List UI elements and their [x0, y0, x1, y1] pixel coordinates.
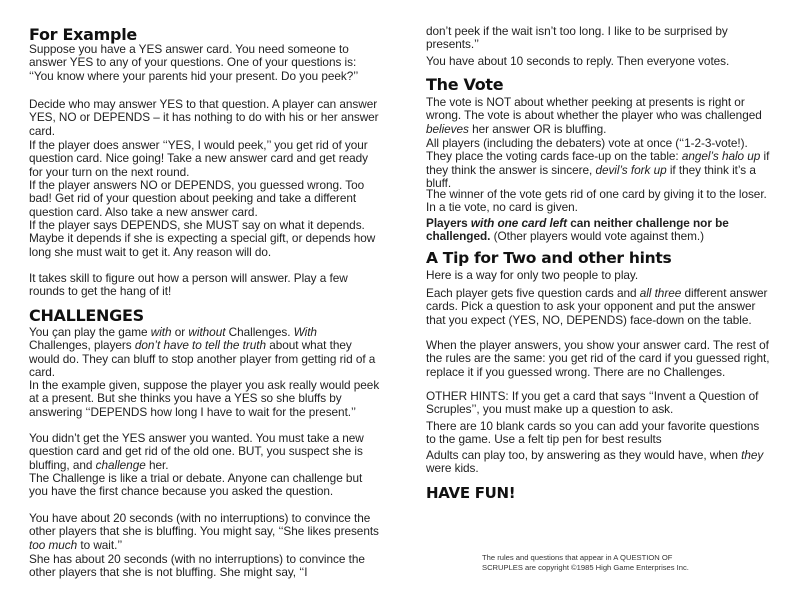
italic-run: believes [426, 121, 469, 136]
challenges-paragraph-2: In the example given, suppose the player you ask really would peek at a present. But she thinks you have a YES so she bluffs by answering ‘‘DEPENDS how long I have to wait for the present.’’ [29, 378, 380, 419]
tip-paragraph-3: When the player answers, you show your answer card. The rest of the rules are the same: you get rid of the card if you guessed right, replace it if you guessed wrong. There are no Challenges. [426, 338, 770, 379]
challenges-paragraph-3 [29, 432, 381, 472]
example-paragraph-5: If the player says DEPENDS, she MUST say on what it depends. Maybe it depends if she is expecting a special gift, or depends how long she must wait to get it. Any reason will do. [29, 218, 376, 259]
text-run: Adults can play too, by answering as they would have, when [426, 448, 742, 462]
text-run: or [171, 325, 189, 339]
text-run: her. [145, 457, 169, 472]
italic-run: too much [29, 537, 78, 552]
italic-run: don’t have to tell the truth [134, 338, 266, 353]
continued-paragraph-1: don’t peek if the wait isn’t too long. I like to be surprised by presents.’’ [426, 24, 728, 52]
text-run: The vote is NOT about whether peeking at presents is right or wrong. The vote is about whether the player who was challenged [426, 95, 762, 123]
heading-for-example: For Example [29, 25, 137, 44]
tip-paragraph-5: There are 10 blank cards so you can add your favorite questions to the game. Use a felt tip pen for best results [426, 419, 760, 447]
text-run: You didn’t get the YES answer you wanted. You must take a new question card and get rid of the old one. BUT, you suspect she is bluffing, and [29, 431, 364, 472]
text-run: were kids. [426, 461, 479, 476]
example-paragraph-2: Decide who may answer YES to that question. A player can answer YES, NO or DEPENDS – it has nothing to do with his or her answer card. [29, 97, 379, 138]
vote-paragraph-2 [426, 137, 771, 190]
text-run: if they think it’s a bluff. [426, 162, 756, 190]
text-run: to wait.’’ [77, 537, 123, 552]
challenges-paragraph-6: She has about 20 seconds (with no interruptions) to convince the other players that she is not bluffing. She might say, ‘‘I [29, 552, 365, 580]
text-run: (Other players would vote against them.) [490, 229, 705, 244]
text-run: You have about 20 seconds (with no interruptions) to convince the other players that she is bluffing. You might say, ‘‘She likes presents [29, 511, 379, 539]
challenges-paragraph-4: The Challenge is like a trial or debate. Anyone can challenge but you have the first chance because you asked the question. [29, 471, 363, 499]
continued-paragraph-2: You have about 10 seconds to reply. Then everyone votes. [426, 54, 730, 68]
example-paragraph-3: If the player does answer ‘‘YES, I would peek,’’ you get rid of your question card. Nice going! Take a new answer card and get ready for your turn on the next round. [29, 138, 368, 179]
copyright-footer [482, 553, 742, 572]
text-run: different answer cards. Pick a question to ask your opponent and put the answer that you expect (YES, NO, DEPENDS) face-down on the table. [426, 286, 768, 327]
bold-run: Players [426, 216, 471, 230]
vote-paragraph-4 [426, 217, 771, 244]
text-run: Challenges, players [29, 338, 135, 353]
italic-run: angel’s halo up [681, 149, 761, 164]
italic-run: they [741, 448, 764, 462]
copyright-line-2: SCRUPLES are copyright ©1985 High Game Enterprises Inc. [482, 562, 689, 572]
have-fun-heading: HAVE FUN! [426, 484, 516, 502]
tip-paragraph-6 [426, 449, 771, 476]
challenges-paragraph-1 [29, 326, 381, 379]
heading-the-vote: The Vote [426, 75, 504, 94]
text-run: Challenges. [225, 325, 294, 339]
italic-run: with [150, 325, 172, 339]
italic-run: all three [639, 286, 682, 300]
tip-paragraph-2 [426, 287, 771, 327]
italic-run: challenge [95, 457, 146, 472]
heading-challenges: CHALLENGES [29, 306, 144, 325]
vote-paragraph-1 [426, 96, 771, 136]
copyright-line-1: The rules and questions that appear in A QUESTION OF [482, 553, 673, 562]
italic-run: without [188, 325, 226, 339]
text-run: if they think the answer is sincere, [426, 149, 770, 177]
bold-run: can neither challenge nor be challenged. [426, 216, 729, 244]
example-paragraph-4: If the player answers NO or DEPENDS, you guessed wrong. Too bad! Get rid of your question about peeking and take a different question card. Also take a new answer card. [29, 178, 365, 219]
bold-italic-run: with one card left [470, 216, 567, 230]
challenges-paragraph-5 [29, 512, 381, 552]
heading-tip-for-two: A Tip for Two and other hints [426, 249, 672, 267]
example-paragraph-6: It takes skill to figure out how a person will answer. Play a few rounds to get the hang of it! [29, 271, 348, 299]
example-paragraph-1: Suppose you have a YES answer card. You need someone to answer YES to any of your questions. One of your questions is: ‘‘You know where your parents hid your present. Do you peek?’’ [29, 42, 359, 83]
text-run: Each player gets five question cards and [426, 286, 640, 300]
text-run: her answer OR is bluffing. [468, 121, 607, 136]
italic-run: With [293, 325, 317, 339]
tip-paragraph-1: Here is a way for only two people to play. [426, 268, 639, 282]
text-run: about what they would do. They can bluff to stop another player from getting rid of a card. [29, 338, 376, 379]
italic-run: devil’s fork up [595, 162, 667, 177]
vote-paragraph-3: The winner of the vote gets rid of one card by giving it to the loser. In a tie vote, no card is given. [426, 187, 767, 215]
tip-paragraph-4: OTHER HINTS: If you get a card that says ‘‘Invent a Question of Scruples’’, you must make up a question to ask. [426, 389, 759, 417]
text-run: You çan play the game [29, 325, 151, 339]
text-run: All players (including the debaters) vote at once (‘‘1-2-3-vote!). They place the voting cards face-up on the table: [426, 136, 748, 164]
